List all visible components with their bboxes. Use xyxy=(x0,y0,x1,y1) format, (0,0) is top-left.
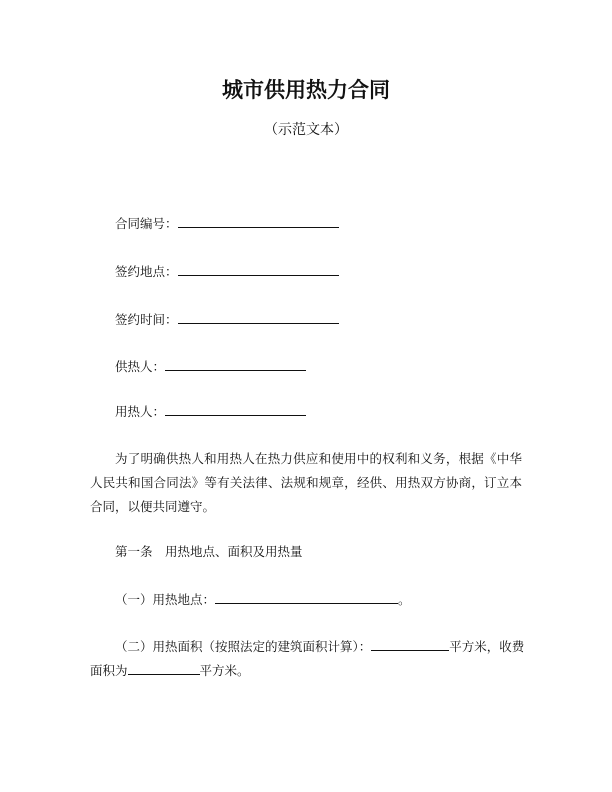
heat-location-end: 。 xyxy=(398,592,411,607)
sign-place-field xyxy=(115,262,339,280)
supplier-field xyxy=(115,357,306,375)
sign-time-blank[interactable] xyxy=(178,311,339,324)
heat-area-item xyxy=(115,637,524,655)
charge-area-label: 面积为 xyxy=(90,663,128,678)
heat-location-blank[interactable] xyxy=(215,591,398,604)
contract-number-label: 合同编号： xyxy=(115,216,178,231)
preamble-paragraph: 为了明确供热人和用热人在热力供应和使用中的权利和义务，根据《中华人民共和国合同法》等有关法律、法规和规章，经供、用热双方协商，订立本合同，以便共同遵守。 xyxy=(90,451,522,514)
document-subtitle: （示范文本） xyxy=(264,122,348,138)
charge-area-blank[interactable] xyxy=(128,662,200,675)
heat-area-label: （二）用热面积（按照法定的建筑面积计算）： xyxy=(115,639,372,654)
contract-number-blank[interactable] xyxy=(178,215,339,228)
document-title: 城市供用热力合同 xyxy=(222,78,390,102)
sign-place-label: 签约地点： xyxy=(115,264,178,279)
heat-area-unit: 平方米，收费 xyxy=(449,639,525,654)
supplier-label: 供热人： xyxy=(115,359,166,374)
article-1-heading: 第一条 用热地点、面积及用热量 xyxy=(115,544,303,559)
user-field xyxy=(115,402,306,420)
sign-time-field xyxy=(115,310,339,328)
user-blank[interactable] xyxy=(165,403,306,416)
sign-place-blank[interactable] xyxy=(178,263,339,276)
sign-time-label: 签约时间： xyxy=(115,312,178,327)
contract-number-field xyxy=(115,214,339,232)
supplier-blank[interactable] xyxy=(165,358,306,371)
user-label: 用热人： xyxy=(115,404,166,419)
heat-area-blank[interactable] xyxy=(371,638,449,651)
charge-area-unit: 平方米。 xyxy=(199,663,250,678)
heat-location-item xyxy=(115,590,411,608)
charge-area-item xyxy=(90,661,250,679)
heat-location-label: （一）用热地点： xyxy=(115,592,216,607)
